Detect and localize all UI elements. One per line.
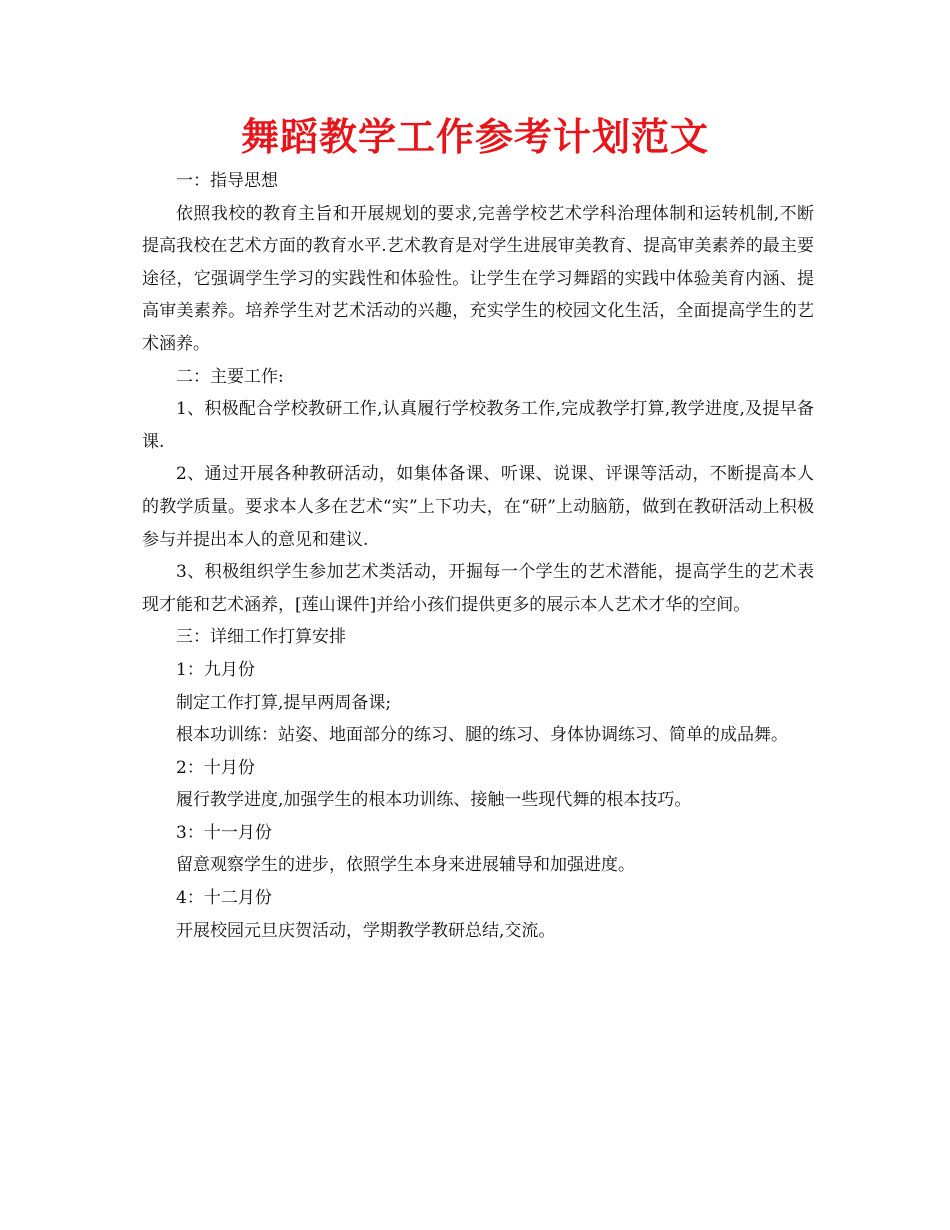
document-title: 舞蹈教学工作参考计划范文 <box>240 115 709 159</box>
document-body <box>142 165 814 947</box>
list-item-main-work-2: 2、通过开展各种教研活动，如集体备课、听课、说课、评课等活动，不断提高本人的教学质量。要求本人多在艺术“实”上下功夫，在“研”上动脑筋，做到在教研活动上积极参与并提出本人的意见和建议. <box>142 464 814 550</box>
section-heading-guiding-ideology: 一：指导思想 <box>176 171 278 191</box>
schedule-month-september: 1：九月份 <box>176 659 255 680</box>
schedule-month-december: 4：十二月份 <box>176 888 272 909</box>
section-heading-work-schedule: 三：详细工作打算安排 <box>176 627 346 648</box>
section-heading-main-work: 二：主要工作: <box>176 366 284 387</box>
schedule-item-november: 留意观察学生的进步，依照学生本身来进展辅导和加强进度。 <box>176 855 635 876</box>
schedule-item-september-1: 制定工作打算,提早两周备课; <box>176 692 392 713</box>
list-item-main-work-3: 3、积极组织学生参加艺术类活动，开掘每一个学生的艺术潜能，提高学生的艺术表现才能和艺术涵养，[莲山课件]并给小孩们提供更多的展示本人艺术才华的空间。 <box>142 562 814 615</box>
schedule-item-october: 履行教学进度,加强学生的根本功训练、接触一些现代舞的根本技巧。 <box>176 790 692 811</box>
list-item-main-work-1: 1、积极配合学校教研工作,认真履行学校教务工作,完成教学打算,教学进度,及提早备课. <box>142 399 814 452</box>
schedule-item-december: 开展校园元旦庆贺活动，学期教学教研总结,交流。 <box>176 920 556 941</box>
schedule-month-november: 3：十一月份 <box>176 822 272 843</box>
paragraph-guiding-ideology: 依照我校的教育主旨和开展规划的要求,完善学校艺术学科治理体制和运转机制,不断提高我校在艺术方面的教育水平.艺术教育是对学生进展审美教育、提高审美素养的最主要途径，它强调学生学习的实践性和体验性。让学生在学习舞蹈的实践中体验美育内涵、提高审美素养。培养学生对艺术活动的兴趣，充实学生的校园文化生活，全面提高学生的艺术涵养。 <box>142 203 814 354</box>
schedule-item-september-2: 根本功训练：站姿、地面部分的练习、腿的练习、身体协调练习、简单的成品舞。 <box>176 725 788 746</box>
schedule-month-october: 2：十月份 <box>176 757 255 778</box>
